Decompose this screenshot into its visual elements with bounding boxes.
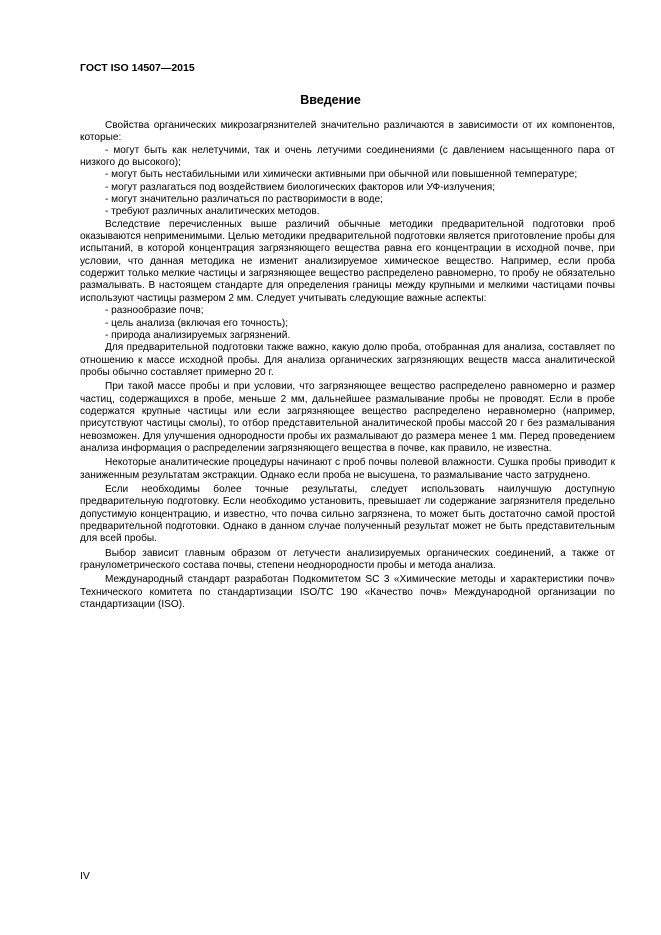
list-item: - природа анализируемых загрязнений. (105, 329, 291, 341)
aspects-list (80, 305, 615, 342)
paragraph-2: Вследствие перечисленных выше различий обычные методики предварительной подготовки проб оказываются неприменимыми. Целью методики предварительной подготовки является приготовление пробы для испытаний, в которой концентрация загрязняющего вещества равна его концентрации в исходной почве, при условии, что данная методика не изменит анализируемое химическое вещество. Например, если проба содержит только мелкие частицы и загрязняющее вещество распределено равномерно, то пробу не обязательно размалывать. В настоящем стандарте для определения границы между крупными и мелкими частицами почвы используют частицы размером 2 мм. Следует учитывать следующие важные аспекты: (80, 218, 615, 304)
section-title: Введение (300, 93, 361, 107)
page-number: IV (80, 870, 90, 882)
paragraph-4: При такой массе пробы и при условии, что загрязняющее вещество распределено равномерно и размер частиц, содержащихся в пробе, меньше 2 мм, дальнейшее размалывание пробы не проводят. Если в пробе содержатся крупные частицы или если загрязняющее вещество распределено неравномерно (например, присутствуют частицы смолы), то отбор представительной аналитической пробы массой 20 г без размалывания невозможен. Для улучшения однородности пробы их размалывают до размера менее 1 мм. Перед проведением анализа информация о распределении загрязняющего вещества в почве, как правило, не известна. (80, 381, 615, 454)
document-header: ГОСТ ISO 14507—2015 (80, 62, 195, 74)
paragraph-7: Выбор зависит главным образом от летучести анализируемых органических соединений, а также от гранулометрического состава почвы, степени неоднородности пробы и метода анализа. (80, 547, 615, 572)
list-item: - цель анализа (включая его точность); (105, 317, 289, 329)
list-item: - требуют различных аналитических методов. (105, 206, 320, 218)
paragraph-3: Для предварительной подготовки также важно, какую долю проба, отобранная для анализа, составляет по отношению к массе исходной пробы. Для анализа органических загрязняющих веществ масса аналитической пробы обычно составляет примерно 20 г. (80, 342, 615, 378)
paragraph-6: Если необходимы более точные результаты, следует использовать наилучшую доступную предварительную подготовку. Если необходимо установить, превышает ли содержание загрязнителя предельно допустимую концентрацию, и известно, что почва сильно загрязнена, то может быть достаточно самой простой предварительной подготовки. Однако в данном случае полученный результат может не быть представительным для всей пробы. (80, 483, 615, 545)
properties-list (80, 145, 615, 219)
paragraph-1: Свойства органических микрозагрязнителей значительно различаются в зависимости от их компонентов, которые: (80, 120, 615, 144)
document-body (80, 120, 615, 611)
list-item: - могут быть как нелетучими, так и очень летучими соединениями (с давлением насыщенного пара от низкого до высокого); (80, 144, 615, 169)
list-item: - разнообразие почв; (105, 305, 204, 317)
list-item: - могут значительно различаться по растворимости в воде; (105, 194, 383, 206)
list-item: - могут разлагаться под воздействием биологических факторов или УФ-излучения; (105, 181, 495, 193)
paragraph-5: Некоторые аналитические процедуры начинают с проб почвы полевой влажности. Сушка пробы приводит к заниженным результатам экстракции. Однако если проба не высушена, то размалывание часто затруднено. (80, 457, 615, 481)
paragraph-8: Международный стандарт разработан Подкомитетом SC 3 «Химические методы и характеристики почв» Технического комитета по стандартизации ISO/TC 190 «Качество почв» Международной организации по стандартизации (ISO). (80, 574, 615, 611)
list-item: - могут быть нестабильными или химически активными при обычной или повышенной температуре; (105, 169, 578, 181)
